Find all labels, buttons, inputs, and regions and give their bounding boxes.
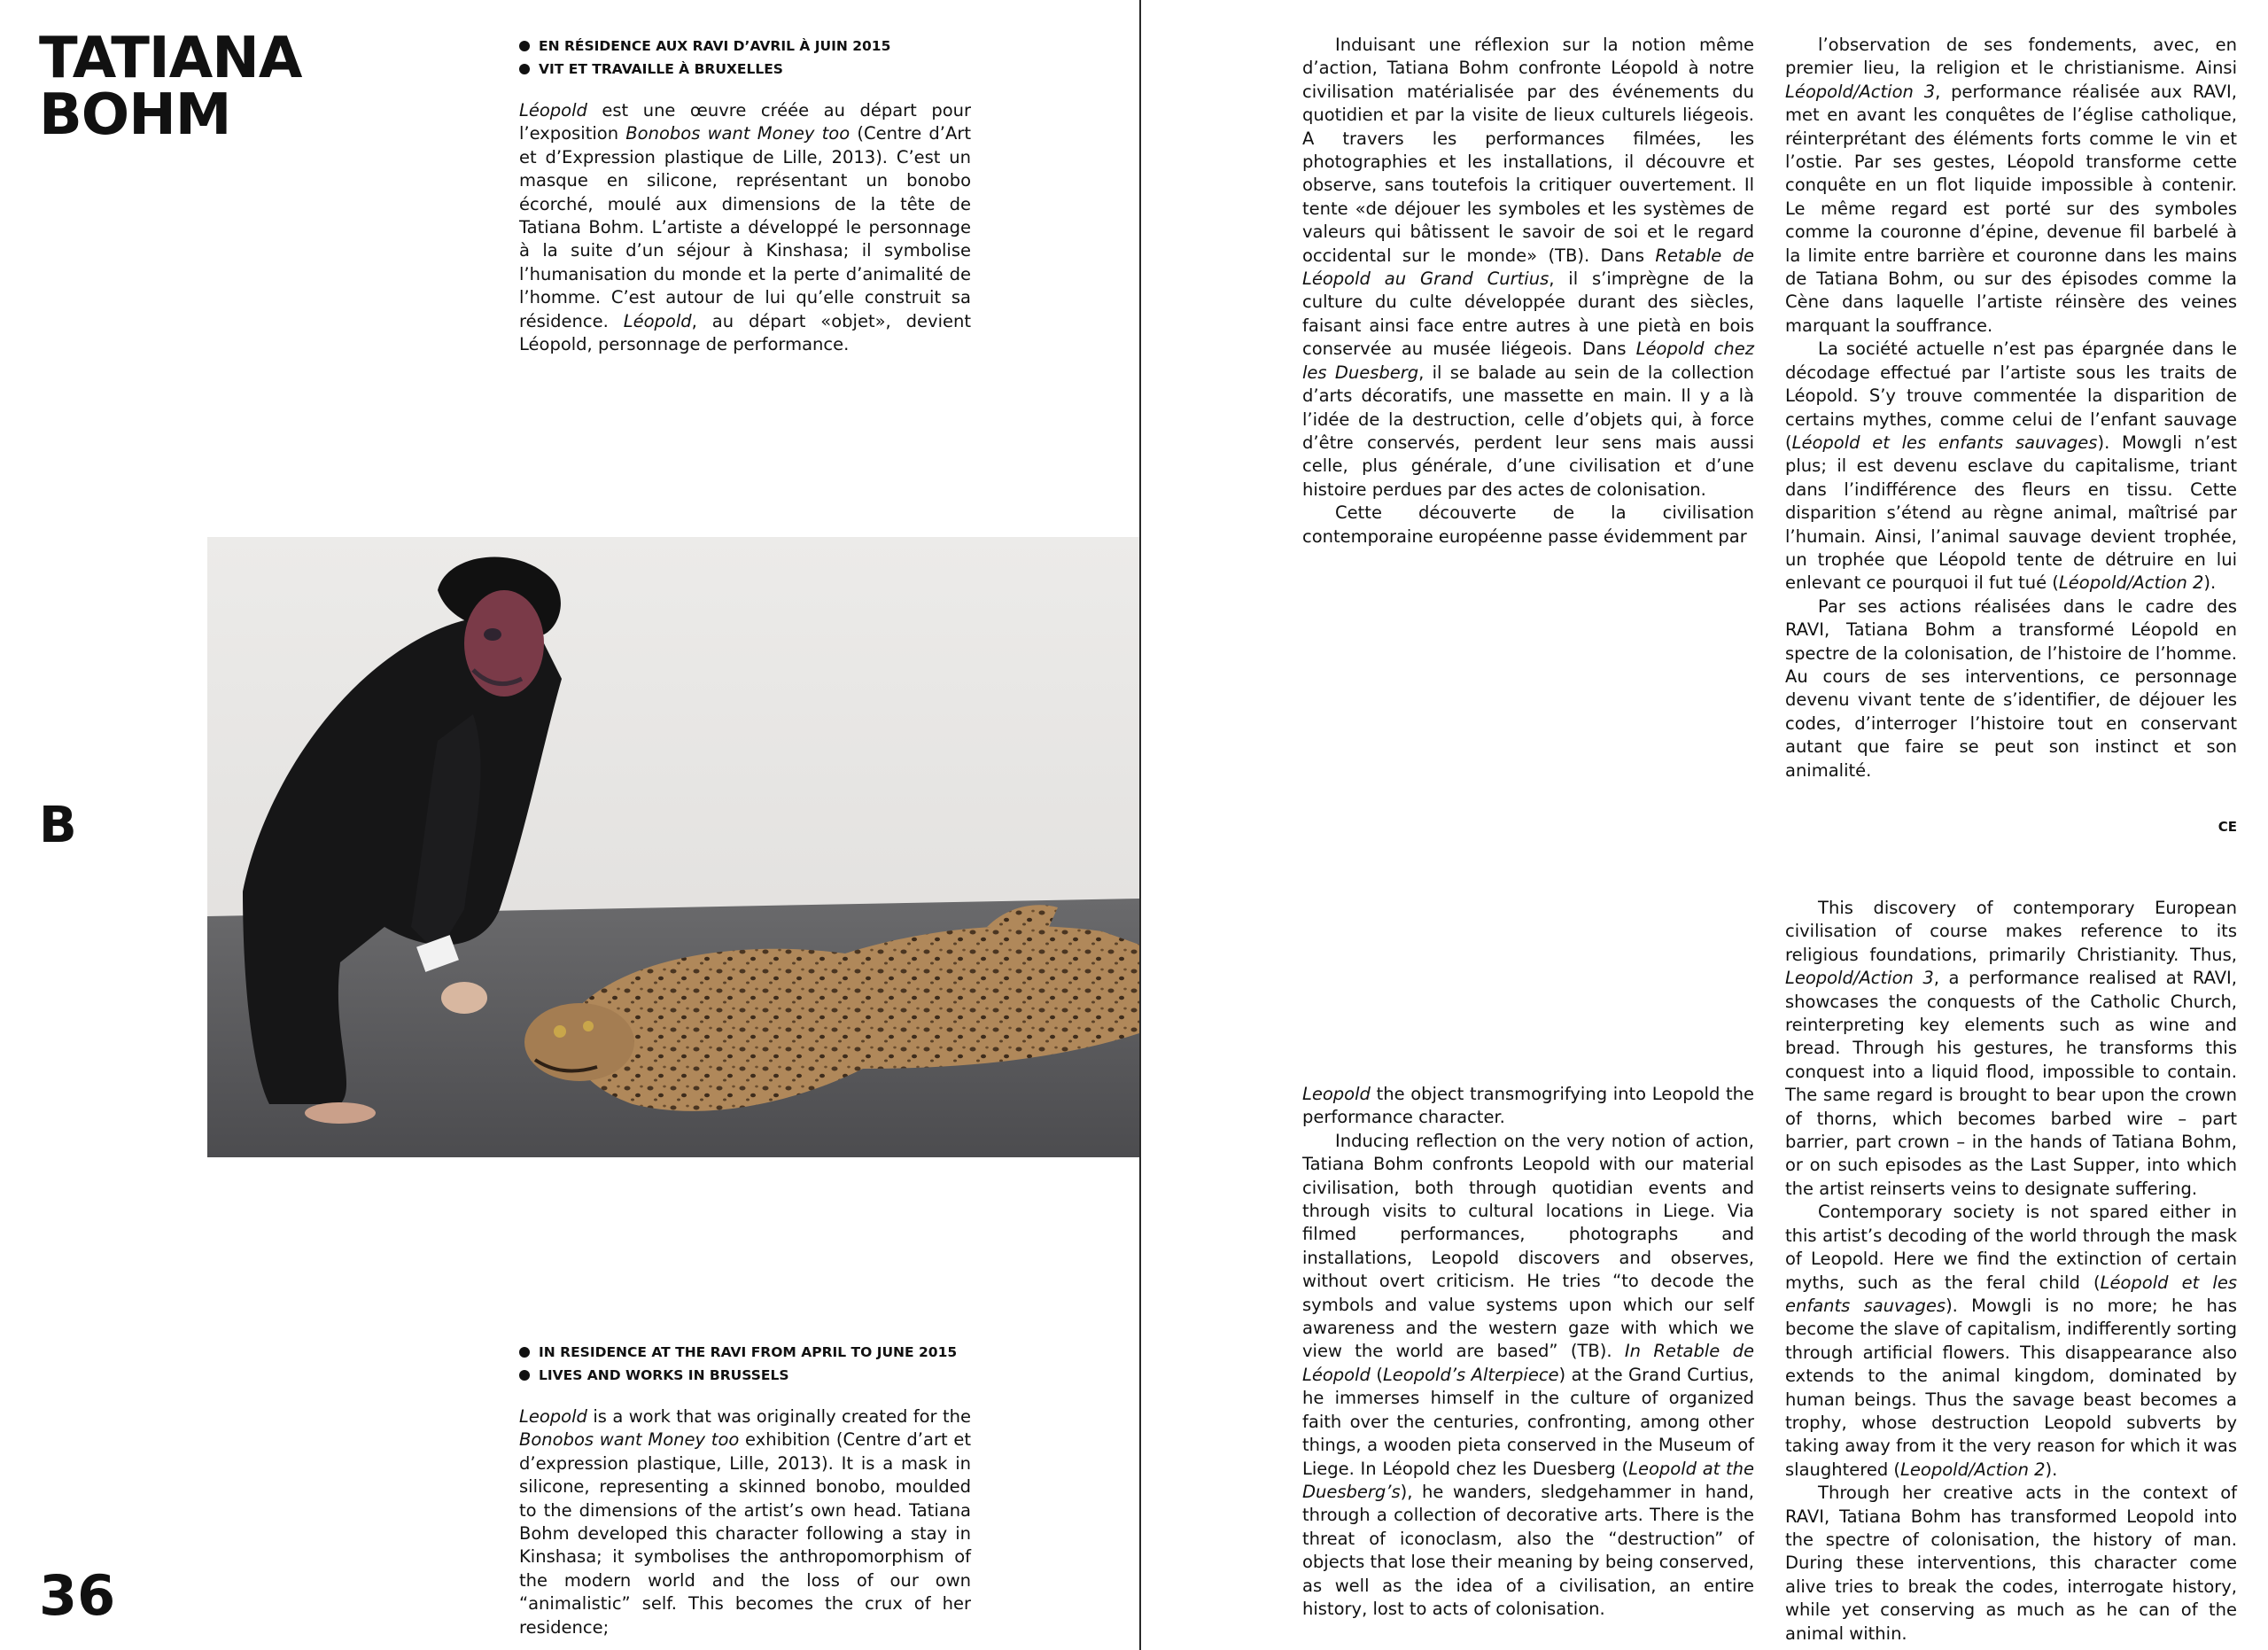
paragraph [1302, 1130, 1754, 1622]
lives-works-line-en: LIVES AND WORKS IN BRUSSELS [519, 1364, 957, 1387]
paragraph [1785, 338, 2237, 595]
italic-title: Bonobos want Money too [519, 1429, 740, 1451]
italic-title: Bonobos want Money too [625, 123, 850, 144]
text-run: is a work that was originally created for the [586, 1406, 971, 1427]
text-run: , il s’imprègne de la culture du culte développée durant des siècles, faisant ainsi face entre autres à une pietà en bois conservée au musée liégeois. Dans [1302, 269, 1754, 360]
text-run: ). [2045, 1459, 2058, 1480]
paragraph [519, 99, 971, 356]
performer-foot [305, 1102, 376, 1124]
italic-title: Leopold at the Duesberg’s [1302, 1458, 1754, 1502]
italic-title: Léopold chez les Duesberg [1302, 339, 1754, 383]
body-column-fr-1 [1302, 34, 1754, 549]
body-column-en-1 [1302, 1083, 1754, 1621]
italic-title: Leopold [519, 1406, 587, 1427]
text-run: ). [2203, 572, 2217, 594]
text-run: La société actuelle n’est pas épargnée dans le décodage effectué par l’artiste sous les traits de Léopold. S’y trouve commentée la disparition de certains mythes, comme celui de l’enfant sauvage ( [1785, 339, 2237, 453]
italic-title: Leopold [1302, 1084, 1371, 1104]
italic-title: Léopold [623, 310, 692, 331]
artist-last-name: BOHM [39, 82, 231, 148]
text-run: , a performance realised at RAVI, showcases the conquests of the Catholic Church, reinterpreting key elements such as wine and bread. Through his gestures, he transforms this conquest into a liquid flood, impossible to contain. The same regard is brought to bear upon the crown of thorns, which becomes barbed wire – part barrier, part crown – in the hands of Tatiana Bohm, or on such episodes as the Last Supper, into which the artist reinserts veins to designate suffering. [1785, 968, 2237, 1199]
photo-illustration [207, 537, 1139, 1157]
residency-info-en [519, 1341, 957, 1387]
text-run: Through her creative acts in the context of RAVI, Tatiana Bohm has transformed Leopold into the spectre of colonisation, the history of man. During these interventions, this character come alive tries to break the codes, interrogate history, while yet conserving as much as he can of the animal within. [1785, 1483, 2237, 1644]
residency-line-fr: EN RÉSIDENCE AUX RAVI D’AVRIL À JUIN 2015 [519, 35, 890, 58]
author-initials: CE [2218, 819, 2237, 835]
body-column-fr-2 [1785, 34, 2237, 782]
text-run: Cette découverte de la civilisation contemporaine européenne passe évidemment par [1302, 502, 1754, 547]
artist-name [39, 26, 302, 148]
text-run: (Centre d’Art et d’Expression plastique de Lille, 2013). C’est un masque en silicone, représentant un bonobo écorché, moulé aux dimensions de la tête de Tatiana Bohm. L’artiste a développé le personnage à la suite d’un séjour à Kinshasa; il symbolise l’humanisation du monde et la perte d’animalité de l’homme. C’est autour de lui qu’elle construit sa résidence. [519, 123, 972, 331]
page-number: 36 [39, 1563, 116, 1628]
text-run: This discovery of contemporary European civilisation of course makes reference to its religious foundations, primarily Christianity. Thus, [1785, 898, 2237, 965]
italic-title: Léopold et les enfants sauvages [1785, 1272, 2237, 1316]
text-run: ( [1370, 1364, 1383, 1385]
text-run: , performance réalisée aux RAVI, met en avant les conquêtes de l’église catholique, réinterprétant des éléments forts comme le vin et l’ostie. Par ses gestes, Léopold transforme cette conquête en un flot liquide impossible à contenir. Le même regard est porté sur des symboles comme la couronne d’épine, devenue fil barbelé à la limite entre barrière et couronne dans les mains de Tatiana Bohm, ou sur des épisodes comme la Cène dans laquelle l’artiste réinsère des veines marquant la souffrance. [1785, 81, 2237, 336]
bullet-icon [519, 1370, 530, 1381]
paragraph [1785, 595, 2237, 782]
text-run: Induisant une réflexion sur la notion même d’action, Tatiana Bohm confronte Léopold à notre civilisation matérialisée par des événements du quotidien et par la visite de lieux culturels liégeois. A travers les performances filmées, les photographies et les installations, il découvre et observe, sans toutefois la critiquer ouvertement. Il tente «de déjouer les symboles et les systèmes de valeurs qui bâtissent le savoir de soi et le regard occidental sur le monde» (TB). Dans [1302, 35, 1754, 266]
section-letter: B [39, 797, 77, 854]
performer-hand [441, 982, 487, 1014]
text-run: , au départ «objet», devient Léopold, personnage de performance. [519, 310, 971, 355]
intro-text-fr [519, 99, 971, 356]
paragraph [1302, 34, 1754, 502]
text-run: l’observation de ses fondements, avec, en premier lieu, la religion et le christianisme. Ainsi [1785, 35, 2237, 79]
italic-title: Léopold [519, 100, 587, 121]
bonobo-mask [464, 590, 544, 697]
mask-eye [484, 628, 501, 641]
text-run: ). Mowgli n’est plus; il est devenu esclave du capitalisme, triant dans l’indifférence des fleurs en tissu. Cette disparition s’étend au règne animal, maîtrisé par l’humain. Ainsi, l’animal sauvage devient trophée, un trophée que Léopold tente de détruire en lui enlevant ce pourquoi il fut tué ( [1785, 432, 2238, 594]
text-run: the object transmogrifying into Leopold the performance character. [1302, 1084, 1754, 1128]
text-run: ). Mowgli is no more; he has become the slave of capitalism, indifferently sorting through artificial flowers. This disappearance also extends to the animal kingdom, dominated by human beings. Thus the savage beast becomes a trophy, whose destruction Leopold subverts by taking away from it the very reason for which it was slaughtered ( [1785, 1295, 2238, 1480]
italic-title: Leopold/Action 2 [1900, 1459, 2046, 1480]
intro-text-en [519, 1405, 971, 1639]
paragraph [1785, 897, 2237, 1201]
gutter-divider [1139, 0, 1141, 1650]
italic-title: Léopold et les enfants sauvages [1791, 432, 2098, 453]
bullet-icon [519, 41, 530, 51]
text-run: , il se balade au sein de la collection d’arts décoratifs, une massette en main. Il y a là l’idée de la destruction, celle d’objets qui, à force d’être conservés, perdent leur sens mais aussi celle, plus générale, d’une civilisation et d’une histoire perdues par des actes de colonisation. [1302, 362, 1755, 500]
body-column-en-2 [1785, 897, 2237, 1646]
leopard-eye [554, 1025, 566, 1038]
paragraph [1302, 1083, 1754, 1130]
leopard-eye [583, 1021, 594, 1031]
paragraph [1302, 502, 1754, 549]
italic-title: Retable de Léopold au Grand Curtius [1302, 245, 1754, 290]
bullet-icon [519, 1347, 530, 1358]
text-run: Contemporary society is not spared either in this artist’s decoding of the world through the mask of Leopold. Here we find the extinction of certain myths, such as the feral child ( [1785, 1202, 2237, 1293]
text-run: Inducing reflection on the very notion of action, Tatiana Bohm confronts Leopold with our material civilisation, both through quotidian events and through visits to cultural locations in Liege. Via filmed performances, photographs and installations, Leopold discovers and observes, without overt criticism. He tries “to decode the symbols and value systems upon which our self awareness and the western gaze with which we view the world are based” (TB). [1302, 1130, 1754, 1362]
italic-title: In Retable de Léopold [1302, 1341, 1754, 1385]
italic-title: Leopold/Action 3 [1785, 968, 1934, 989]
paragraph [1785, 1482, 2237, 1646]
residency-line-en: IN RESIDENCE AT THE RAVI FROM APRIL TO JUNE 2015 [519, 1341, 957, 1364]
performance-photo [207, 537, 1139, 1157]
residency-info-fr [519, 35, 890, 81]
paragraph [1785, 1201, 2237, 1482]
text-run: exhibition (Centre d’art et d’expression plastique, Lille, 2013). It is a mask in silicone, representing a skinned bonobo, moulded to the dimensions of the artist’s own head. Tatiana Bohm developed this character following a stay in Kinshasa; it symbolises the anthropomorphism of the modern world and the loss of our own “animalistic” self. This becomes the crux of her residence; [519, 1429, 971, 1638]
paragraph [519, 1405, 971, 1639]
italic-title: Léopold/Action 3 [1785, 81, 1936, 102]
text-run: Par ses actions réalisées dans le cadre des RAVI, Tatiana Bohm a transformé Léopold en spectre de la colonisation, de l’histoire de l’homme. Au cours de ses interventions, ce personnage devenu vivant tente de s’identifier, de déjouer les codes, d’interroger l’histoire tout en conservant autant que faire se peut son instinct et son animalité. [1785, 595, 2237, 781]
text-run: ), he wanders, sledgehammer in hand, through a collection of decorative arts. There is the threat of iconoclasm, also the “destruction” of objects that lose their meaning by being conserved, as well as the idea of a civilisation, an entire history, lost to acts of colonisation. [1302, 1481, 1754, 1619]
italic-title: Léopold/Action 2 [2058, 572, 2204, 594]
paragraph [1785, 34, 2237, 338]
lives-works-line-fr: VIT ET TRAVAILLE À BRUXELLES [519, 58, 890, 81]
bullet-icon [519, 64, 530, 74]
text-run: ) at the Grand Curtius, he immerses himself in the culture of organized faith over the centuries, confronting, among other things, a wooden pieta conserved in the Museum of Liege. In Léopold chez les Duesberg ( [1302, 1364, 1754, 1479]
artist-first-name: TATIANA [39, 26, 302, 91]
text-run: est une œuvre créée au départ pour l’exposition [519, 100, 971, 144]
italic-title: Leopold’s Alterpiece [1382, 1364, 1559, 1385]
